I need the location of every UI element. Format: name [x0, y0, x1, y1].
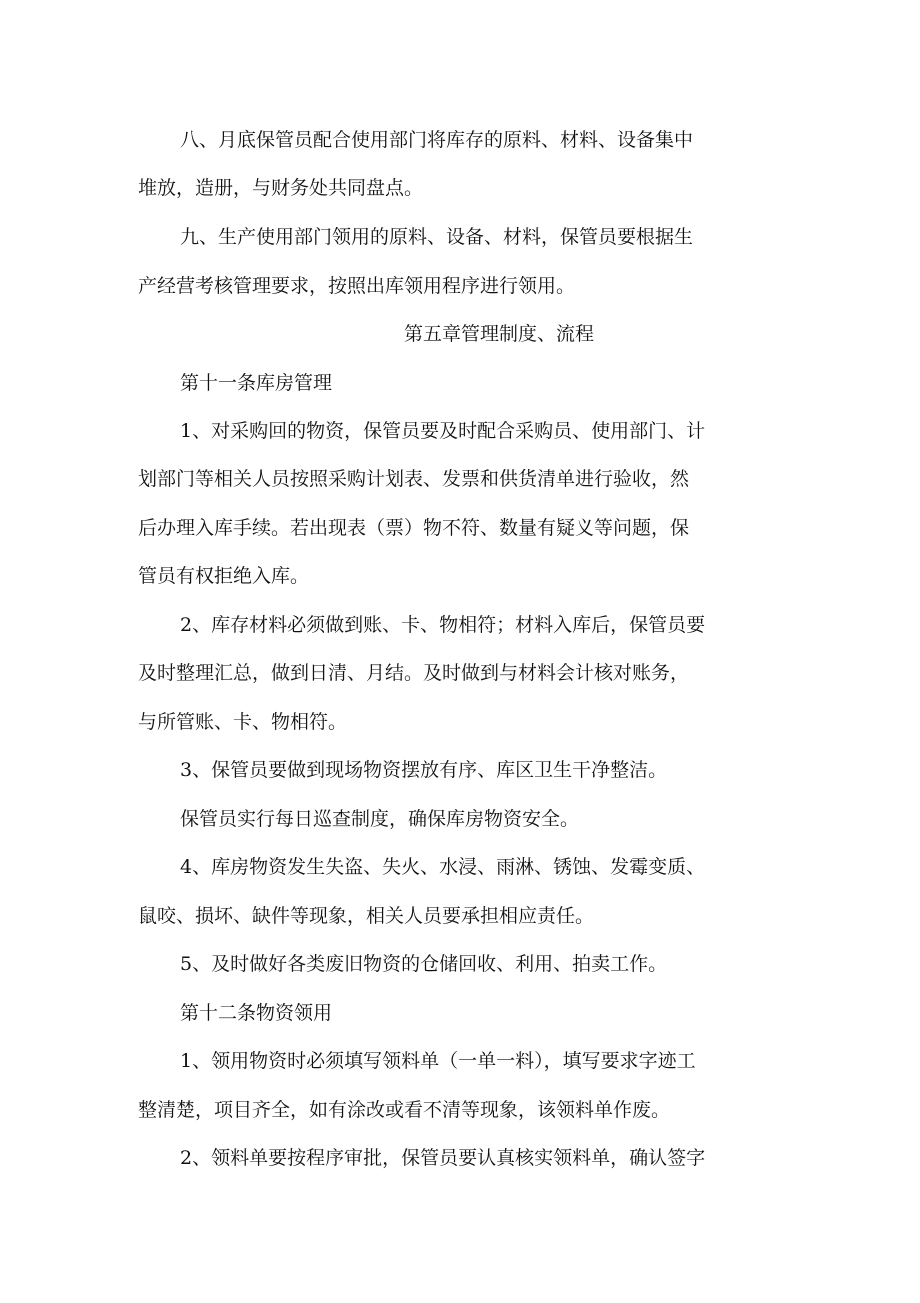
- article-12-title: 第十二条物资领用: [180, 1002, 333, 1024]
- chapter-heading: 第五章管理制度、流程: [404, 323, 595, 345]
- article-11-item-1-line-1: 1、对采购回的物资，保管员要及时配合采购员、使用部门、计: [180, 420, 706, 442]
- article-11-item-3: 3、保管员要做到现场物资摆放有序、库区卫生干净整洁。: [180, 759, 668, 781]
- article-11-title: 第十一条库房管理: [180, 372, 333, 394]
- paragraph-9-line-1: 九、生产使用部门领用的原料、设备、材料，保管员要根据生: [180, 226, 694, 248]
- article-12-item-1-line-1: 1、领用物资时必须填写领料单（一单一料），填写要求字迹工: [180, 1050, 696, 1072]
- article-11-item-4-line-1: 4、库房物资发生失盗、失火、水浸、雨淋、锈蚀、发霉变质、: [180, 856, 706, 878]
- article-11-item-1-line-4: 管员有权拒绝入库。: [138, 565, 310, 587]
- article-11-item-4-line-2: 鼠咬、损坏、缺件等现象，相关人员要承担相应责任。: [138, 905, 595, 927]
- article-12-item-2-line-1: 2、领料单要按程序审批，保管员要认真核实领料单，确认签字: [180, 1147, 706, 1169]
- article-11-item-3-note: 保管员实行每日巡查制度，确保库房物资安全。: [180, 808, 580, 830]
- paragraph-8-line-2: 堆放，造册，与财务处共同盘点。: [138, 177, 424, 199]
- article-11-item-2-line-3: 与所管账、卡、物相符。: [138, 711, 348, 733]
- article-11-item-5: 5、及时做好各类废旧物资的仓储回收、利用、拍卖工作。: [180, 953, 668, 975]
- paragraph-9-line-2: 产经营考核管理要求，按照出库领用程序进行领用。: [138, 275, 576, 297]
- article-11-item-1-line-2: 划部门等相关人员按照采购计划表、发票和供货清单进行验收，然: [138, 468, 690, 490]
- article-11-item-1-line-3: 后办理入库手续。若出现表（票）物不符、数量有疑义等问题，保: [138, 517, 690, 539]
- article-11-item-2-line-2: 及时整理汇总，做到日清、月结。及时做到与材料会计核对账务，: [138, 662, 690, 684]
- article-11-item-2-line-1: 2、库存材料必须做到账、卡、物相符；材料入库后，保管员要: [180, 614, 706, 636]
- article-12-item-1-line-2: 整清楚，项目齐全，如有涂改或看不清等现象，该领料单作废。: [138, 1099, 671, 1121]
- paragraph-8-line-1: 八、月底保管员配合使用部门将库存的原料、材料、设备集中: [180, 129, 694, 151]
